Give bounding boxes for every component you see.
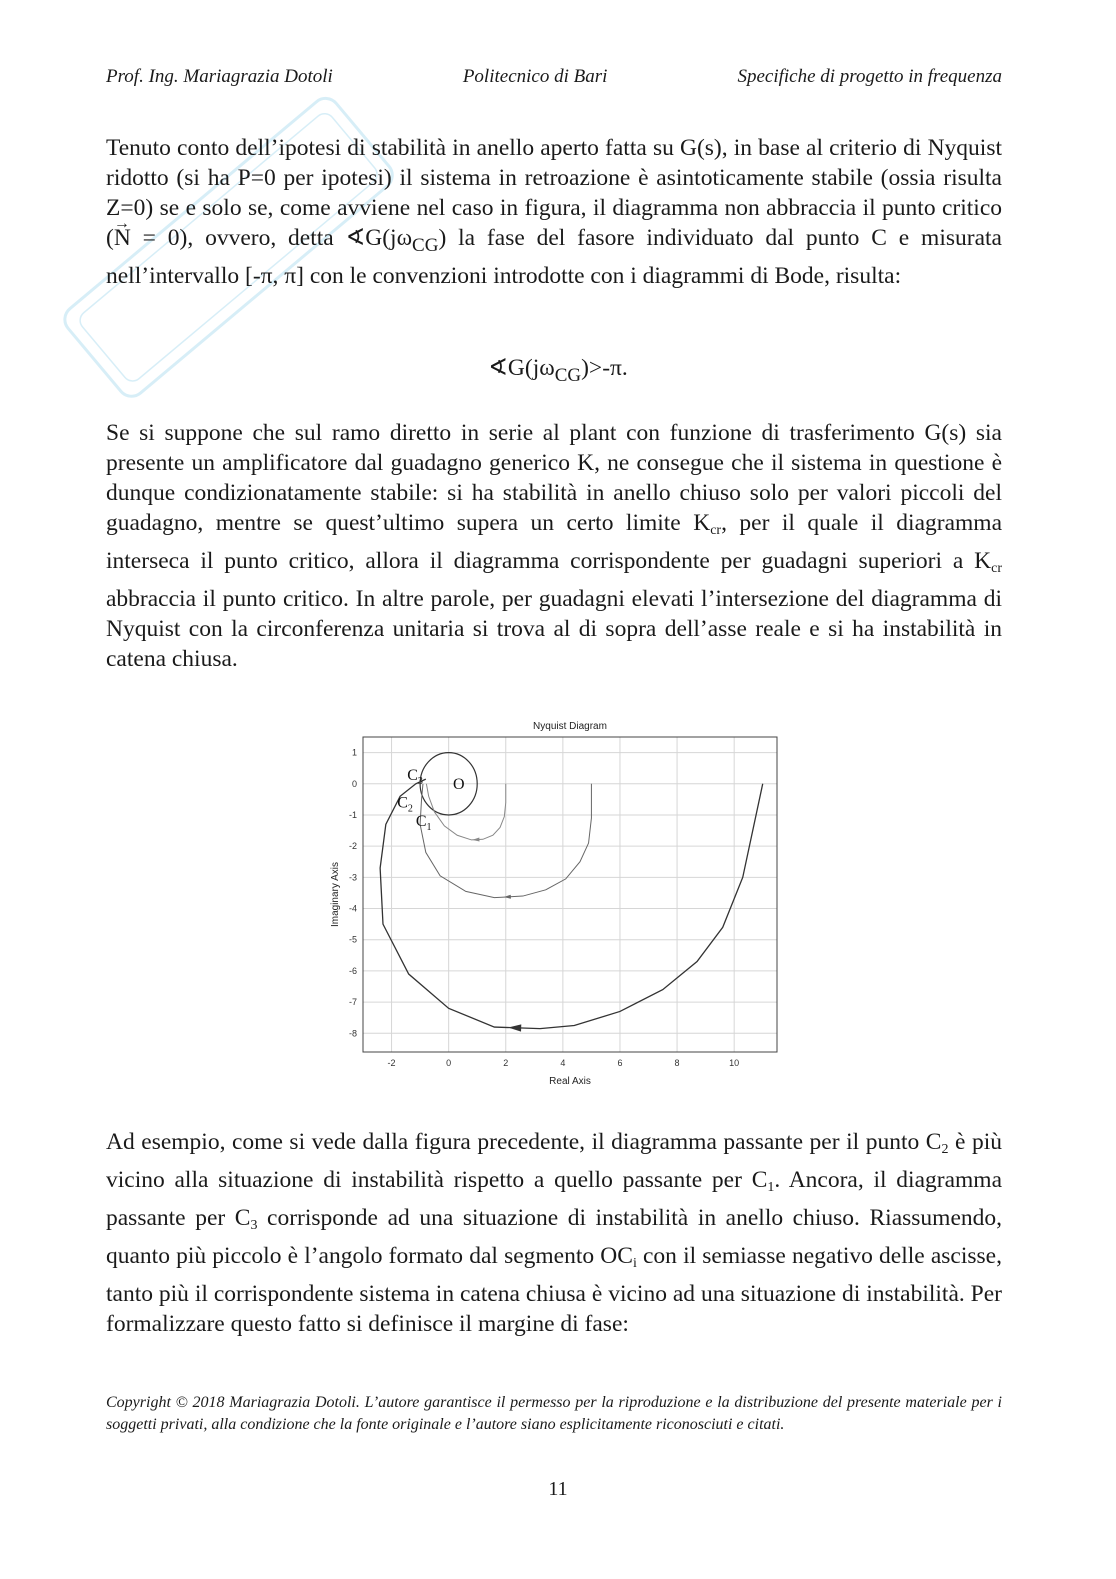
header-topic: Specifiche di progetto in frequenza bbox=[737, 66, 1002, 87]
p3-text-3: . Ancora, il diagramma passante per C bbox=[106, 1167, 1003, 1231]
n-vector-symbol: → N bbox=[114, 223, 131, 253]
y-tick-label: -7 bbox=[348, 997, 357, 1008]
p3-text-4: corrisponde ad una situazione di instabilità in anello chiuso. Riassumendo, quanto più piccolo è l’angolo formato dal segmento OC bbox=[106, 1205, 1003, 1269]
x-tick-label: 0 bbox=[446, 1058, 452, 1068]
header-institution: Politecnico di Bari bbox=[462, 66, 608, 87]
p1-angle-sub: CG bbox=[412, 235, 439, 256]
p3-text-2: è più vicino alla situazione di instabilità rispetto a quello passante per C bbox=[106, 1129, 1002, 1193]
p3-c1-sub: 1 bbox=[767, 1180, 775, 1195]
formula-rhs: )>-π. bbox=[581, 355, 628, 381]
annotation-c2: $C_2$ bbox=[397, 794, 413, 815]
y-tick-label: -5 bbox=[348, 934, 357, 945]
x-tick-label: 4 bbox=[560, 1058, 566, 1068]
annotation-subscript: 3 bbox=[417, 776, 423, 788]
y-tick-label: -1 bbox=[348, 809, 357, 820]
p3-text-5: con il semiasse negativo delle ascisse, tanto più il corrispondente sistema in catena chiusa è vicino ad una situazione di instabilità. Per formalizzare questo fatto si definisce il margine di fase: bbox=[106, 1243, 1002, 1337]
p2-text-2: , per il quale il diagramma interseca il punto critico, allora il diagramma corrispondente per guadagni superiori a K bbox=[106, 510, 1003, 574]
nyquist-chart bbox=[320, 705, 800, 1105]
annotation-c3: $C_3$ bbox=[407, 767, 423, 788]
y-tick-label: -4 bbox=[348, 903, 357, 914]
curve-direction-arrow-3 bbox=[508, 1024, 521, 1031]
p1-text-3: la fase del fasore individuato dal punto C e misurata nell’intervallo [-π, π] con le convenzioni introdotte con i diagrammi di Bode, risulta: bbox=[106, 225, 1002, 289]
paragraph-phase-margin-intro bbox=[106, 1127, 1002, 1339]
x-tick-label: -2 bbox=[387, 1058, 396, 1068]
copyright-footer: Copyright © 2018 Mariagrazia Dotoli. L’autore garantisce il permesso per la riproduzione e la distribuzione del presente materiale per i soggetti privati, alla condizione che la fonte originale e l’autore siano esplicitamente riconosciuti e citati. bbox=[106, 1394, 1002, 1433]
header-author: Prof. Ing. Mariagrazia Dotoli bbox=[106, 66, 333, 87]
x-axis-label: Real Axis bbox=[549, 1076, 591, 1087]
p2-text-3: abbraccia il punto critico. In altre parole, per guadagni elevati l’intersezione del diagramma di Nyquist con la circonferenza unitaria si trova al di sopra dell’asse reale e si ha instabilità in catena chiusa. bbox=[106, 586, 1002, 672]
paragraph-conditional-stability bbox=[106, 418, 1002, 674]
p1-angle-close: ) bbox=[438, 225, 447, 251]
annotation-c1: $C_1$ bbox=[415, 813, 432, 834]
formula-lhs: ∢G(jω bbox=[488, 355, 555, 381]
y-axis-label: Imaginary Axis bbox=[330, 861, 341, 928]
phase-condition-formula bbox=[0, 353, 1116, 387]
x-tick-label: 10 bbox=[729, 1058, 740, 1068]
y-tick-label: -8 bbox=[348, 1028, 357, 1039]
p3-c2-sub: 2 bbox=[941, 1142, 949, 1157]
p2-text-1: Se si suppone che sul ramo diretto in serie al plant con funzione di trasferimento G(s) sia presente un amplificatore dal guadagno generico K, ne consegue che il sistema in questione è dunque condizionatamente stabile: si ha stabilità in anello chiuso solo per valori piccoli del guadagno, mentre se quest’ultimo supera un certo limite K bbox=[106, 420, 1002, 536]
chart-title: Nyquist Diagram bbox=[533, 721, 607, 732]
p1-angle-expr: ∢G(jω bbox=[345, 225, 413, 251]
y-tick-label: -6 bbox=[348, 965, 357, 976]
y-tick-label: 0 bbox=[351, 778, 357, 789]
x-tick-label: 8 bbox=[674, 1058, 680, 1068]
page-header bbox=[106, 66, 1002, 88]
p3-ci-sub: i bbox=[632, 1256, 637, 1271]
y-tick-label: 1 bbox=[351, 747, 357, 758]
page-number: 11 bbox=[548, 1478, 568, 1500]
x-tick-label: 6 bbox=[617, 1058, 623, 1068]
nyquist-figure bbox=[320, 705, 800, 1105]
p3-c3-sub: 3 bbox=[250, 1218, 258, 1233]
x-tick-label: 2 bbox=[503, 1058, 509, 1068]
p2-kcr-sub-2: cr bbox=[991, 561, 1002, 576]
formula-sub: CG bbox=[554, 365, 582, 386]
p3-text-1: Ad esempio, come si vede dalla figura precedente, il diagramma passante per il punto C bbox=[106, 1129, 942, 1155]
p1-text-1: Tenuto conto dell’ipotesi di stabilità in anello aperto fatta su G(s), in base al criterio di Nyquist ridotto (si ha P=0 per ipotesi) il sistema in retroazione è asintoticamente stabile (ossia risulta Z=0) se e solo se, come avviene nel caso in figura, il diagramma non abbraccia il punto critico ( bbox=[106, 135, 1002, 251]
p1-n-equation: = 0 bbox=[130, 225, 180, 251]
annotation-o: O bbox=[452, 775, 465, 793]
p2-kcr-sub-1: cr bbox=[710, 523, 722, 538]
nyquist-curve-1 bbox=[426, 784, 505, 840]
y-tick-label: -2 bbox=[348, 841, 357, 852]
p1-text-2: ), ovvero, detta bbox=[179, 225, 346, 251]
annotation-subscript: 1 bbox=[426, 822, 432, 834]
annotation-subscript: 2 bbox=[407, 803, 413, 815]
paragraph-nyquist-stability bbox=[106, 133, 1002, 291]
y-tick-label: -3 bbox=[348, 872, 357, 883]
